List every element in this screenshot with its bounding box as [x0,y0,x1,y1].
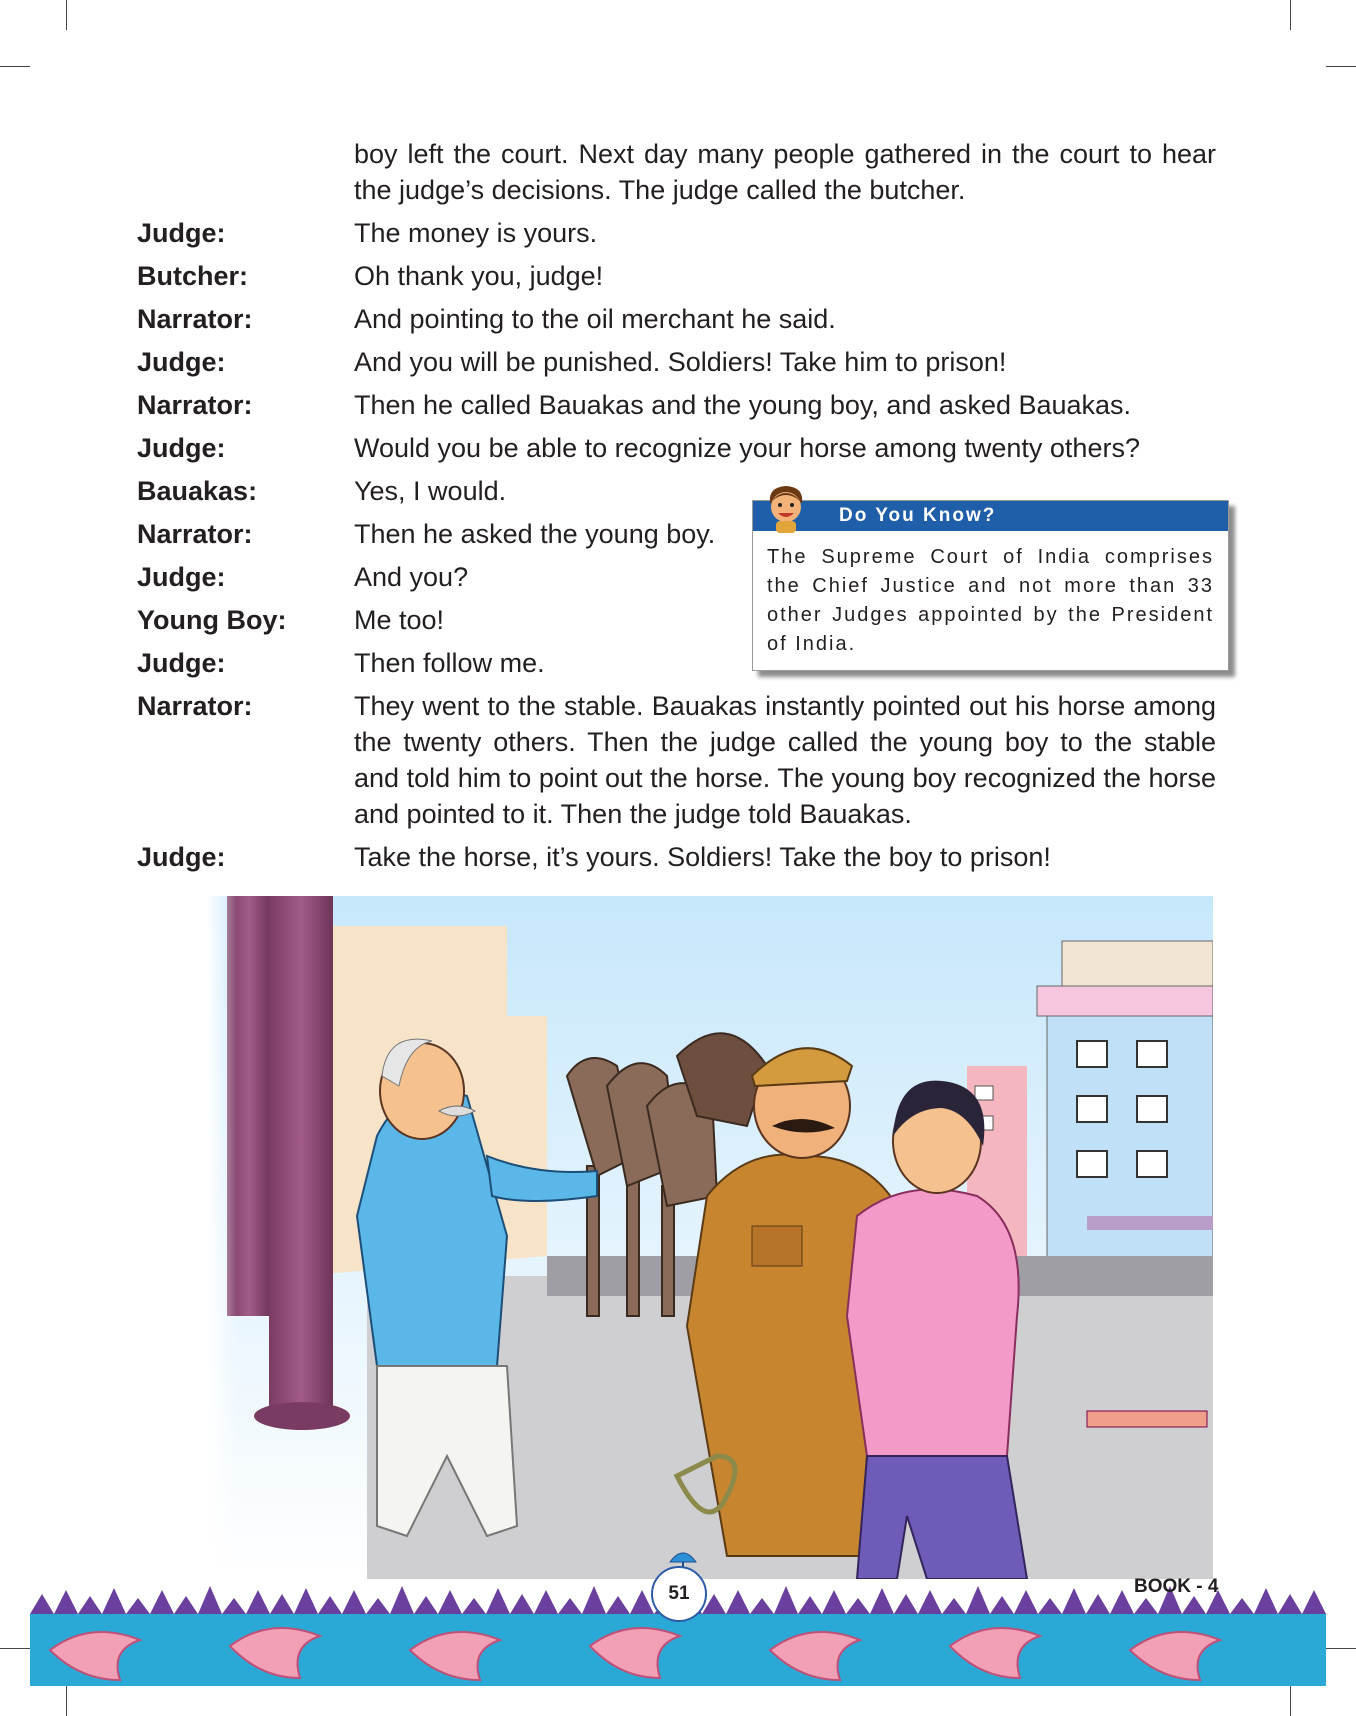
do-you-know-title: Do You Know? [753,501,1228,531]
speech-text: Would you be able to recognize your horse among twenty others? [354,433,1140,463]
speech-text: Then follow me. [354,648,545,678]
speaker-label: Judge: [137,433,226,463]
dialogue-line [137,688,1217,832]
speech-text: Yes, I would. [354,476,507,506]
speaker-label: Narrator: [137,691,253,721]
speech-text: And you? [354,562,469,592]
speaker-label: Judge: [137,648,226,678]
speech-text: Oh thank you, judge! [354,261,604,291]
dialogue-line [137,301,1217,337]
book-label: BOOK - 4 [1134,1576,1219,1597]
speech-text: The money is yours. [354,218,598,248]
crop-mark [66,0,67,30]
speech-text: And pointing to the oil merchant he said. [354,304,836,334]
crop-mark [1290,1686,1291,1716]
dialogue-line [137,344,1217,380]
speech-text: Me too! [354,605,445,635]
do-you-know-box [752,500,1229,671]
speaker-label: Bauakas: [137,476,258,506]
speaker-label: Judge: [137,347,226,377]
speaker-label: Narrator: [137,390,253,420]
speaker-label: Young Boy: [137,605,287,635]
speaker-label: Judge: [137,218,226,248]
dialogue-line [137,258,1217,294]
speaker-label: Narrator: [137,304,253,334]
crop-mark [1326,1648,1356,1649]
narration-continuation: boy left the court. Next day many people gathered in the court to hear the judge’s decisions. The judge called the butcher. [354,139,1216,205]
crop-mark [1326,66,1356,67]
speaker-label: Narrator: [137,519,253,549]
speaker-label: Judge: [137,842,226,872]
page-number: 51 [651,1566,707,1622]
crop-mark [66,1686,67,1716]
speech-text: They went to the stable. Bauakas instantly pointed out his horse among the twenty others. Then the judge called the young boy to the stable and told him to point out the horse. The young boy recognized the horse and pointed to it. Then the judge told Bauakas. [354,691,1216,829]
dialogue-line [137,387,1217,423]
speaker-label: Butcher: [137,261,249,291]
speech-text: And you will be punished. Soldiers! Take him to prison! [354,347,1007,377]
crop-mark [0,1648,30,1649]
speech-text: Take the horse, it’s yours. Soldiers! Take the boy to prison! [354,842,1051,872]
dialogue-line [137,430,1217,466]
do-you-know-body: The Supreme Court of India comprises the Chief Justice and not more than 33 other Judges appointed by the President of India. [767,546,1214,655]
dialogue-line [137,839,1217,875]
crop-mark [1290,0,1291,30]
speaker-label: Judge: [137,562,226,592]
crop-mark [0,66,30,67]
court-stable-illustration [207,896,1213,1579]
boy-mascot-icon [764,483,810,533]
speech-text: Then he asked the young boy. [354,519,716,549]
speech-text: Then he called Bauakas and the young boy, and asked Bauakas. [354,390,1132,420]
dialogue-line [137,215,1217,251]
